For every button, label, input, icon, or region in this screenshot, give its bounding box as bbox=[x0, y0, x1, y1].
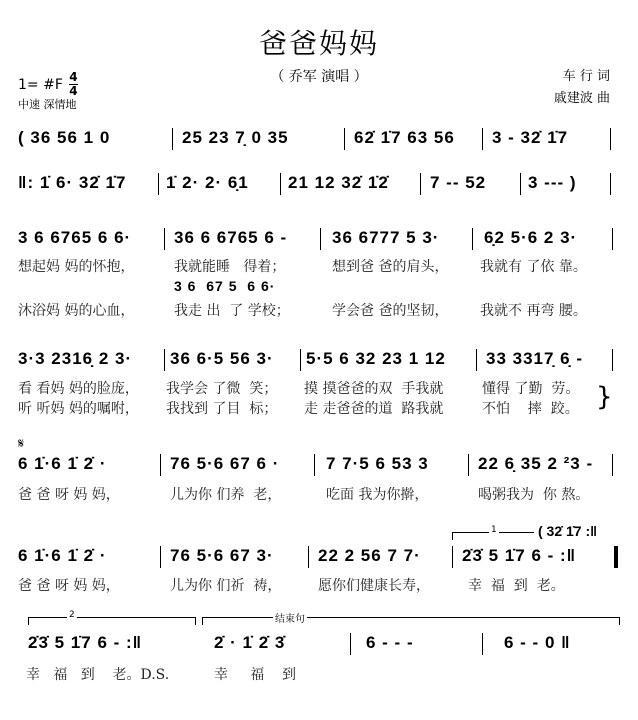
measure: 3·3 2316̣ 2 3· bbox=[18, 349, 133, 368]
staff-verse-a bbox=[14, 228, 626, 256]
lyrics-chorus-1: 爸 爸 呀 妈 妈， 儿为你 们养 老， 吃面 我为你擀， 喝粥我为 你 熬。 bbox=[18, 487, 590, 503]
composer: 戚建波 曲 bbox=[553, 91, 610, 106]
measure: 22 2 56 7 7· bbox=[318, 546, 421, 565]
measure: 6 - - - bbox=[366, 633, 414, 652]
staff-chorus-2 bbox=[14, 546, 626, 574]
lyrics-verse-a-1: 想起妈 妈的怀抱， 我就能睡 得着； 想到爸 爸的肩头， 我就有 了依 靠。 bbox=[18, 259, 587, 275]
volta-2: 2 bbox=[28, 617, 196, 625]
measure: 22 6̣ 35 2 ²3 - bbox=[478, 454, 594, 473]
brace: } bbox=[596, 382, 613, 412]
measure: 6 1̇·6 1̇ 2̇ · bbox=[18, 546, 107, 565]
volta-1: 1 bbox=[452, 532, 534, 540]
measure: 3 6 6765 6 6· bbox=[18, 228, 132, 247]
measure: ‖: 1̇ 6· 32̇ 1̇7 bbox=[18, 173, 127, 192]
staff-intro-2 bbox=[14, 173, 626, 201]
measure: 5·5 6 32 23 1 12 bbox=[306, 349, 446, 368]
lyrics-chorus-2: 爸 爸 呀 妈 妈， 儿为你 们祈 祷， 愿你们健康长寿， 幸 福 到 老。 bbox=[18, 578, 565, 594]
time-signature: 4 4 bbox=[69, 70, 78, 98]
measure: 33 3317̣ 6̣ - bbox=[486, 349, 584, 368]
lyricist: 车 行 词 bbox=[562, 69, 610, 84]
tempo-marking: 中速 深情地 bbox=[18, 98, 77, 111]
lyrics-verse-a-2: 沐浴妈 妈的心血， 我走 出 了 学校； 学会爸 爸的坚韧， 我就不 再弯 腰。 bbox=[18, 303, 587, 319]
coda-bracket: 结束句 bbox=[202, 617, 620, 625]
measure: 1̇ 2· 2· 6̣1 bbox=[166, 173, 249, 192]
staff-ending bbox=[14, 633, 626, 661]
measure: 2̇3̇ 5 1̇7 6 - :‖ bbox=[462, 546, 577, 565]
measure: 21 12 32̇ 1̇2̇ bbox=[288, 173, 389, 192]
measure: 3 --- ) bbox=[528, 173, 577, 192]
measure: 6 - - 0 ‖ bbox=[504, 633, 571, 652]
staff-intro-1 bbox=[14, 128, 626, 156]
measure: 76 5·6 67 3· bbox=[170, 546, 274, 565]
credits bbox=[554, 66, 610, 110]
measure: 6 1̇·6 1̇ 2̇ · bbox=[18, 454, 107, 473]
measure: 36 6·5 56 3· bbox=[170, 349, 274, 368]
measure: 7 -- 52 bbox=[430, 173, 487, 192]
measure: ( 36 56 1 0 bbox=[18, 128, 111, 147]
key-signature bbox=[18, 72, 78, 97]
staff-verse-b bbox=[14, 349, 626, 377]
lyrics-verse-b-1: 看 看妈 妈的脸庞， 我学会 了微 笑； 摸 摸爸爸的双 手我就 懂得 了勤 劳。 bbox=[18, 381, 580, 397]
measure: 36 6777 5 3· bbox=[332, 228, 440, 247]
lyrics-verse-b-2: 听 听妈 妈的嘱咐， 我找到 了目 标； 走 走爸爸的道 路我就 不怕 摔 跤。 bbox=[18, 401, 579, 417]
measure: 7 7·5 6 53 3 bbox=[326, 454, 429, 473]
staff-chorus-1 bbox=[14, 454, 626, 482]
song-title: 爸爸妈妈 bbox=[258, 27, 379, 60]
lyrics-ending: 幸 福 到 老。D.S. 幸 福 到 bbox=[26, 667, 297, 683]
alt-measure: 3 6 67 5 6 6· bbox=[174, 278, 276, 294]
key-label: 1= #F bbox=[18, 76, 63, 93]
measure: 6̣2 5·6 2 3· bbox=[484, 228, 578, 247]
measure: 25 23 7̣ 0 35 bbox=[182, 128, 289, 147]
measure: 2̇ · 1̇ 2̇ 3̇ bbox=[214, 633, 286, 652]
measure: 76 5·6 67 6 · bbox=[170, 454, 280, 473]
volta-1-extra: ( 32̇ 1̇7 :‖ bbox=[538, 523, 598, 539]
segno-icon: 𝄋 bbox=[18, 436, 25, 452]
measure: 36 6 6765 6 - bbox=[174, 228, 288, 247]
measure: 3 - 32̇ 1̇7 bbox=[492, 128, 569, 147]
singer-credit: （ 乔军 演唱 ） bbox=[270, 69, 368, 85]
measure: 62̇ 1̇7 63 56 bbox=[354, 128, 455, 147]
measure: 2̇3̇ 5 1̇7 6 - :‖ bbox=[28, 633, 143, 652]
